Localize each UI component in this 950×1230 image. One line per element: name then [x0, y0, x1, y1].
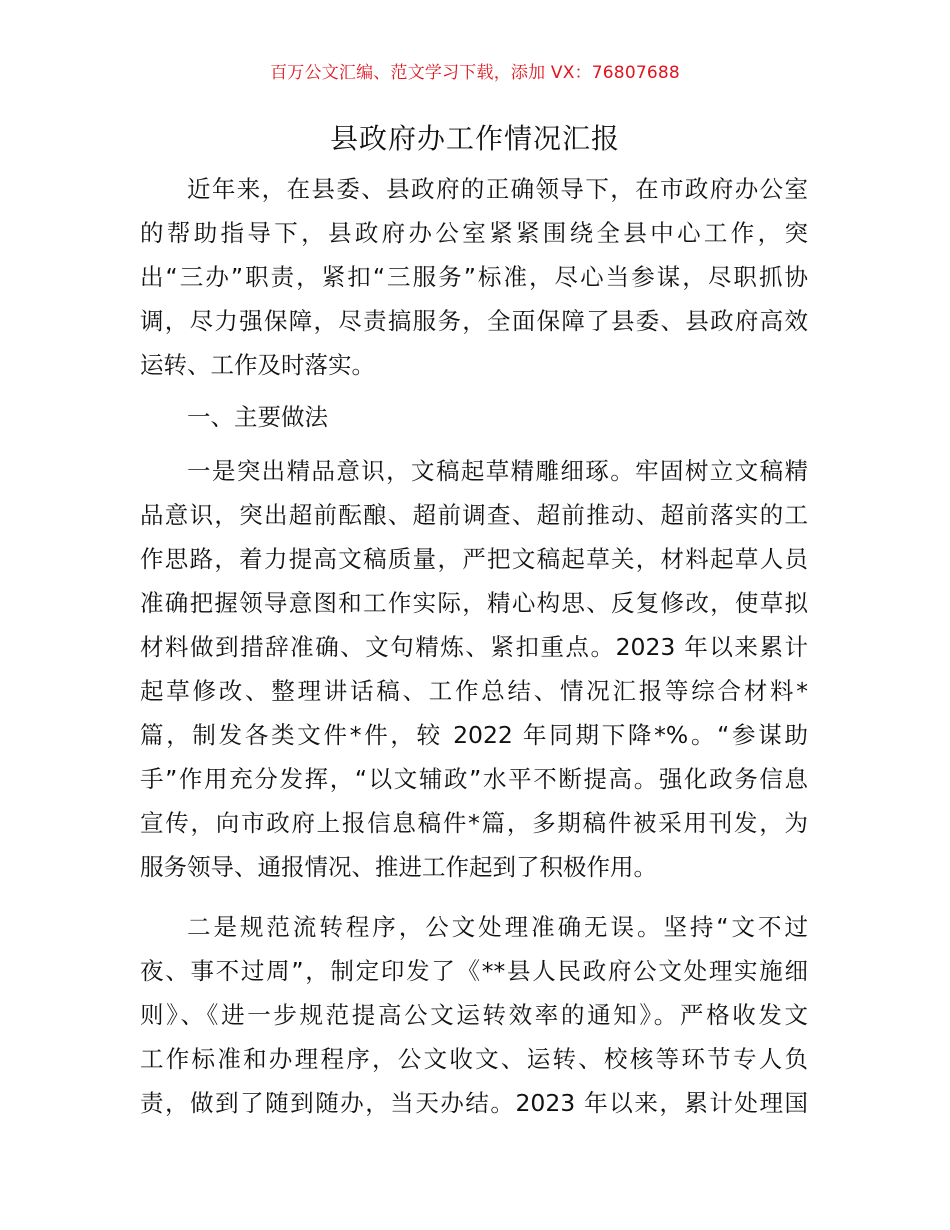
text-line: 宣传，向市政府上报信息稿件*篇，多期稿件被采用刊发，为 [140, 809, 808, 837]
text-line: 一是突出精品意识，文稿起草精雕细琢。牢固树立文稿精 [187, 457, 808, 485]
text-line: 品意识，突出超前酝酿、超前调查、超前推动、超前落实的工 [140, 501, 808, 529]
text-line: 的帮助指导下，县政府办公室紧紧围绕全县中心工作，突 [140, 219, 808, 247]
document-title: 县政府办工作情况汇报 [329, 122, 620, 155]
text-line: 起草修改、整理讲话稿、工作总结、情况汇报等综合材料* [140, 677, 808, 705]
text-line: 手”作用充分发挥，“以文辅政”水平不断提高。强化政务信息 [140, 765, 808, 793]
text-line: 责，做到了随到随办，当天办结。2023 年以来，累计处理国 [140, 1089, 808, 1117]
text-line: 运转、工作及时落实。 [140, 351, 375, 379]
text-line: 二是规范流转程序，公文处理准确无误。坚持“文不过 [187, 913, 808, 941]
text-line: 近年来，在县委、县政府的正确领导下，在市政府办公室 [187, 175, 808, 203]
watermark-header: 百万公文汇编、范文学习下载，添加 VX：76807688 [270, 63, 680, 83]
text-line: 篇，制发各类文件*件，较 2022 年同期下降*%。“参谋助 [140, 721, 808, 749]
text-line: 工作标准和办理程序，公文收文、运转、校核等环节专人负 [140, 1045, 808, 1073]
text-line: 作思路，着力提高文稿质量，严把文稿起草关，材料起草人员 [140, 545, 808, 573]
text-line: 出“三办”职责，紧扣“三服务”标准，尽心当参谋，尽职抓协 [140, 263, 808, 291]
text-line: 则》、《进一步规范提高公文运转效率的通知》。严格收发文 [140, 1001, 808, 1029]
text-line: 材料做到措辞准确、文句精炼、紧扣重点。2023 年以来累计 [140, 633, 808, 661]
text-line: 调，尽力强保障，尽责搞服务，全面保障了县委、县政府高效 [140, 307, 808, 335]
text-line: 准确把握领导意图和工作实际，精心构思、反复修改，使草拟 [140, 589, 808, 617]
section-heading: 一、主要做法 [187, 403, 328, 431]
text-line: 服务领导、通报情况、推进工作起到了积极作用。 [140, 853, 657, 881]
text-line: 夜、事不过周”，制定印发了《**县人民政府公文处理实施细 [140, 957, 808, 985]
